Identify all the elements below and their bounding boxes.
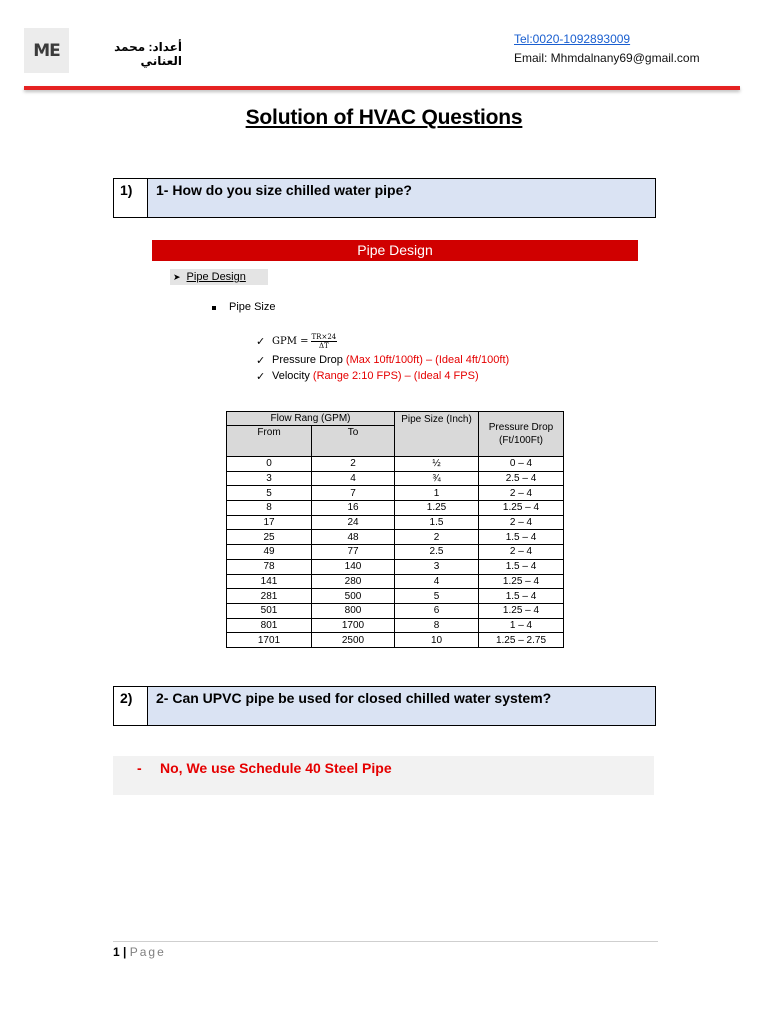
to-header: To [312, 426, 395, 457]
pipe-size-cell: 2 [395, 530, 479, 545]
pipe-size-cell: 1.25 [395, 501, 479, 516]
pipe-size-cell: 5 [395, 589, 479, 604]
velocity-item [256, 368, 509, 384]
flow-to-cell: 7 [312, 486, 395, 501]
pipe-size-cell: 6 [395, 603, 479, 618]
pipe-size-cell: 1.5 [395, 515, 479, 530]
flow-range-header: Flow Rang (GPM) [227, 412, 395, 426]
square-bullet-icon [212, 306, 216, 310]
pressure-drop-value: (Max 10ft/100ft) – (Ideal 4ft/100ft) [345, 354, 510, 366]
pressure-drop-cell: 1.5 – 4 [479, 530, 564, 545]
flow-from-cell: 501 [227, 603, 312, 618]
page-separator: | [119, 945, 130, 959]
flow-from-cell: 8 [227, 501, 312, 516]
header-divider [24, 86, 740, 90]
flow-from-cell: 0 [227, 457, 312, 472]
pipe-size-cell: ½ [395, 457, 479, 472]
flow-to-cell: 800 [312, 603, 395, 618]
pressure-drop-cell: 2 – 4 [479, 545, 564, 560]
question-2-text: 2- Can UPVC pipe be used for closed chilled water system? [148, 687, 655, 725]
pressure-drop-cell: 1.25 – 4 [479, 574, 564, 589]
flow-to-cell: 77 [312, 545, 395, 560]
design-criteria-list [256, 330, 509, 384]
flow-to-cell: 140 [312, 559, 395, 574]
flow-to-cell: 500 [312, 589, 395, 604]
flow-to-cell: 24 [312, 515, 395, 530]
footer-divider [113, 941, 658, 942]
velocity-value: (Range 2:10 FPS) – (Ideal 4 FPS) [312, 370, 479, 382]
flow-from-cell: 801 [227, 618, 312, 633]
pipe-size-header: Pipe Size (Inch) [395, 412, 479, 457]
flow-from-cell: 281 [227, 589, 312, 604]
pipe-size-cell: 8 [395, 618, 479, 633]
flow-to-cell: 16 [312, 501, 395, 516]
pressure-drop-cell: 2 – 4 [479, 515, 564, 530]
velocity-label: Velocity [272, 370, 310, 382]
flow-to-cell: 1700 [312, 618, 395, 633]
flow-from-cell: 1701 [227, 633, 312, 648]
flow-from-cell: 25 [227, 530, 312, 545]
check-icon: ✓ [256, 354, 266, 367]
table-row [227, 486, 564, 501]
pressure-drop-cell: 1 – 4 [479, 618, 564, 633]
flow-to-cell: 48 [312, 530, 395, 545]
arrow-bullet-icon: ➤ [173, 271, 181, 282]
table-row [227, 515, 564, 530]
pressure-drop-cell: 0 – 4 [479, 457, 564, 472]
pressure-drop-header: Pressure Drop (Ft/100Ft) [479, 412, 564, 457]
question-2-number: 2) [114, 687, 148, 725]
pipe-size-cell: 1 [395, 486, 479, 501]
flow-from-cell: 5 [227, 486, 312, 501]
table-row [227, 457, 564, 472]
pipe-size-cell: 2.5 [395, 545, 479, 560]
table-row [227, 530, 564, 545]
table-row [227, 633, 564, 648]
subheading-label: Pipe Design [186, 271, 246, 283]
pipe-size-cell: 4 [395, 574, 479, 589]
table-row [227, 589, 564, 604]
page-label: Page [129, 945, 166, 959]
from-header: From [227, 426, 312, 457]
pipe-design-subheading [170, 269, 268, 285]
flow-from-cell: 78 [227, 559, 312, 574]
table-row [227, 545, 564, 560]
flow-from-cell: 141 [227, 574, 312, 589]
pressure-drop-cell: 1.25 – 4 [479, 501, 564, 516]
logo-text: ME [33, 40, 60, 61]
formula-item [256, 330, 509, 352]
pressure-drop-cell: 1.25 – 2.75 [479, 633, 564, 648]
formula-fraction [311, 333, 338, 350]
pipe-size-cell: 10 [395, 633, 479, 648]
pipe-design-banner: Pipe Design [152, 240, 638, 261]
pipe-sizing-table [226, 411, 564, 648]
pressure-drop-cell: 2.5 – 4 [479, 471, 564, 486]
check-icon: ✓ [256, 370, 266, 383]
question-1-box [113, 178, 656, 218]
pressure-drop-cell: 2 – 4 [479, 486, 564, 501]
page-number: 1 [113, 945, 120, 959]
flow-to-cell: 2 [312, 457, 395, 472]
table-row [227, 618, 564, 633]
author-name: أعداد: محمد العناني [114, 40, 182, 68]
table-row [227, 559, 564, 574]
pressure-drop-label: Pressure Drop [272, 354, 343, 366]
formula-denominator: ΔT [319, 341, 329, 350]
table-row [227, 501, 564, 516]
pressure-drop-cell: 1.5 – 4 [479, 559, 564, 574]
table-body [227, 457, 564, 648]
page-title: Solution of HVAC Questions [245, 106, 523, 129]
gpm-formula [272, 333, 337, 350]
email-text: Email: Mhmdalnany69@gmail.com [514, 51, 700, 65]
pressure-drop-cell: 1.5 – 4 [479, 589, 564, 604]
question-1-text: 1- How do you size chilled water pipe? [148, 179, 655, 217]
pressure-drop-cell: 1.25 – 4 [479, 603, 564, 618]
formula-lhs: GPM = [272, 335, 309, 347]
question-1-number: 1) [114, 179, 148, 217]
flow-to-cell: 4 [312, 471, 395, 486]
page-footer [113, 945, 166, 959]
flow-from-cell: 17 [227, 515, 312, 530]
table-row [227, 471, 564, 486]
logo [24, 28, 69, 73]
answer-text: No, We use Schedule 40 Steel Pipe [160, 760, 392, 776]
flow-from-cell: 49 [227, 545, 312, 560]
pipe-size-bullet: Pipe Size [229, 301, 276, 313]
pipe-size-cell: 3 [395, 559, 479, 574]
table-row [227, 603, 564, 618]
answer-dash: - [137, 760, 142, 776]
formula-numerator: TR×24 [311, 332, 337, 341]
telephone-link[interactable]: Tel:0020-1092893009 [514, 32, 631, 46]
pressure-drop-item [256, 352, 509, 368]
flow-to-cell: 280 [312, 574, 395, 589]
flow-from-cell: 3 [227, 471, 312, 486]
question-2-box [113, 686, 656, 726]
pipe-size-cell: ¾ [395, 471, 479, 486]
flow-to-cell: 2500 [312, 633, 395, 648]
check-icon: ✓ [256, 335, 266, 348]
table-row [227, 574, 564, 589]
